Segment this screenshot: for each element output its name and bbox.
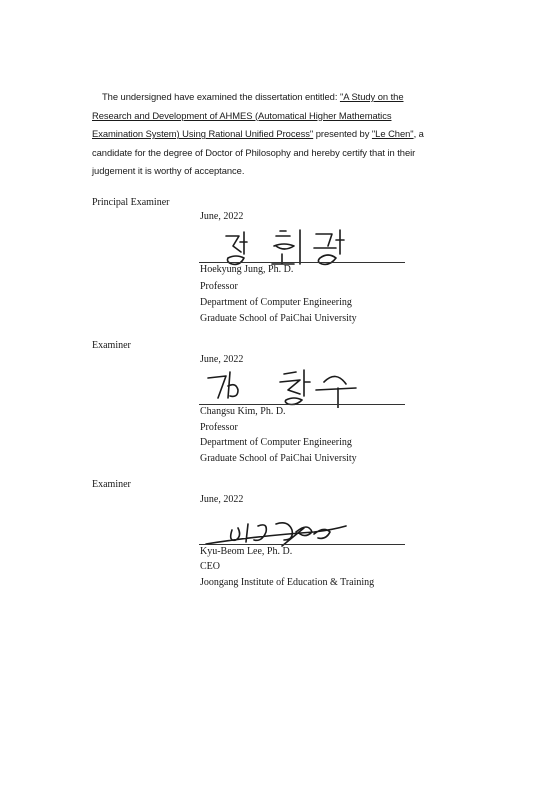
examiner-1-date: June, 2022 xyxy=(200,211,244,222)
candidate-name: "Le Chen" xyxy=(371,128,414,140)
certification-paragraph xyxy=(92,88,444,181)
examiner-2-date: June, 2022 xyxy=(200,354,244,365)
examiner-1-department: Department of Computer Engineering xyxy=(200,297,352,308)
signature-line-1 xyxy=(199,262,405,263)
examiner-2-name: Changsu Kim, Ph. D. xyxy=(200,406,286,417)
examiner-1-institution: Graduate School of PaiChai University xyxy=(200,313,357,324)
examiner-2-institution: Graduate School of PaiChai University xyxy=(200,453,357,464)
intro-text: The undersigned have examined the dissertation entitled: xyxy=(102,91,340,102)
examiner-role-principal: Principal Examiner xyxy=(92,197,170,208)
examiner-role-2: Examiner xyxy=(92,340,131,351)
examiner-role-3: Examiner xyxy=(92,479,131,490)
examiner-1-name: Hoekyung Jung, Ph. D. xyxy=(200,264,294,275)
closing-text: , a candidate for the degree of Doctor of Philosophy and hereby certify that in their judgement it is worthy of acceptance. xyxy=(92,128,424,177)
signature-kim xyxy=(196,364,412,408)
presented-by-text: presented by xyxy=(313,128,372,140)
examiner-3-institution: Joongang Institute of Education & Training xyxy=(200,577,375,588)
examiner-3-title: CEO xyxy=(200,561,220,572)
examiner-3-name: Kyu-Beom Lee, Ph. D. xyxy=(200,546,293,557)
examiner-1-title: Professor xyxy=(200,281,238,292)
examiner-2-title: Professor xyxy=(200,422,238,433)
examiner-3-date: June, 2022 xyxy=(200,494,244,505)
examiner-2-department: Department of Computer Engineering xyxy=(200,437,352,448)
signature-line-2 xyxy=(199,404,405,405)
signature-line-3 xyxy=(199,544,405,545)
dissertation-title: "A Study on the Research and Development of AHMES (Automatical Higher Mathematics Examination System) Using Rational Unified Process" xyxy=(92,91,404,140)
